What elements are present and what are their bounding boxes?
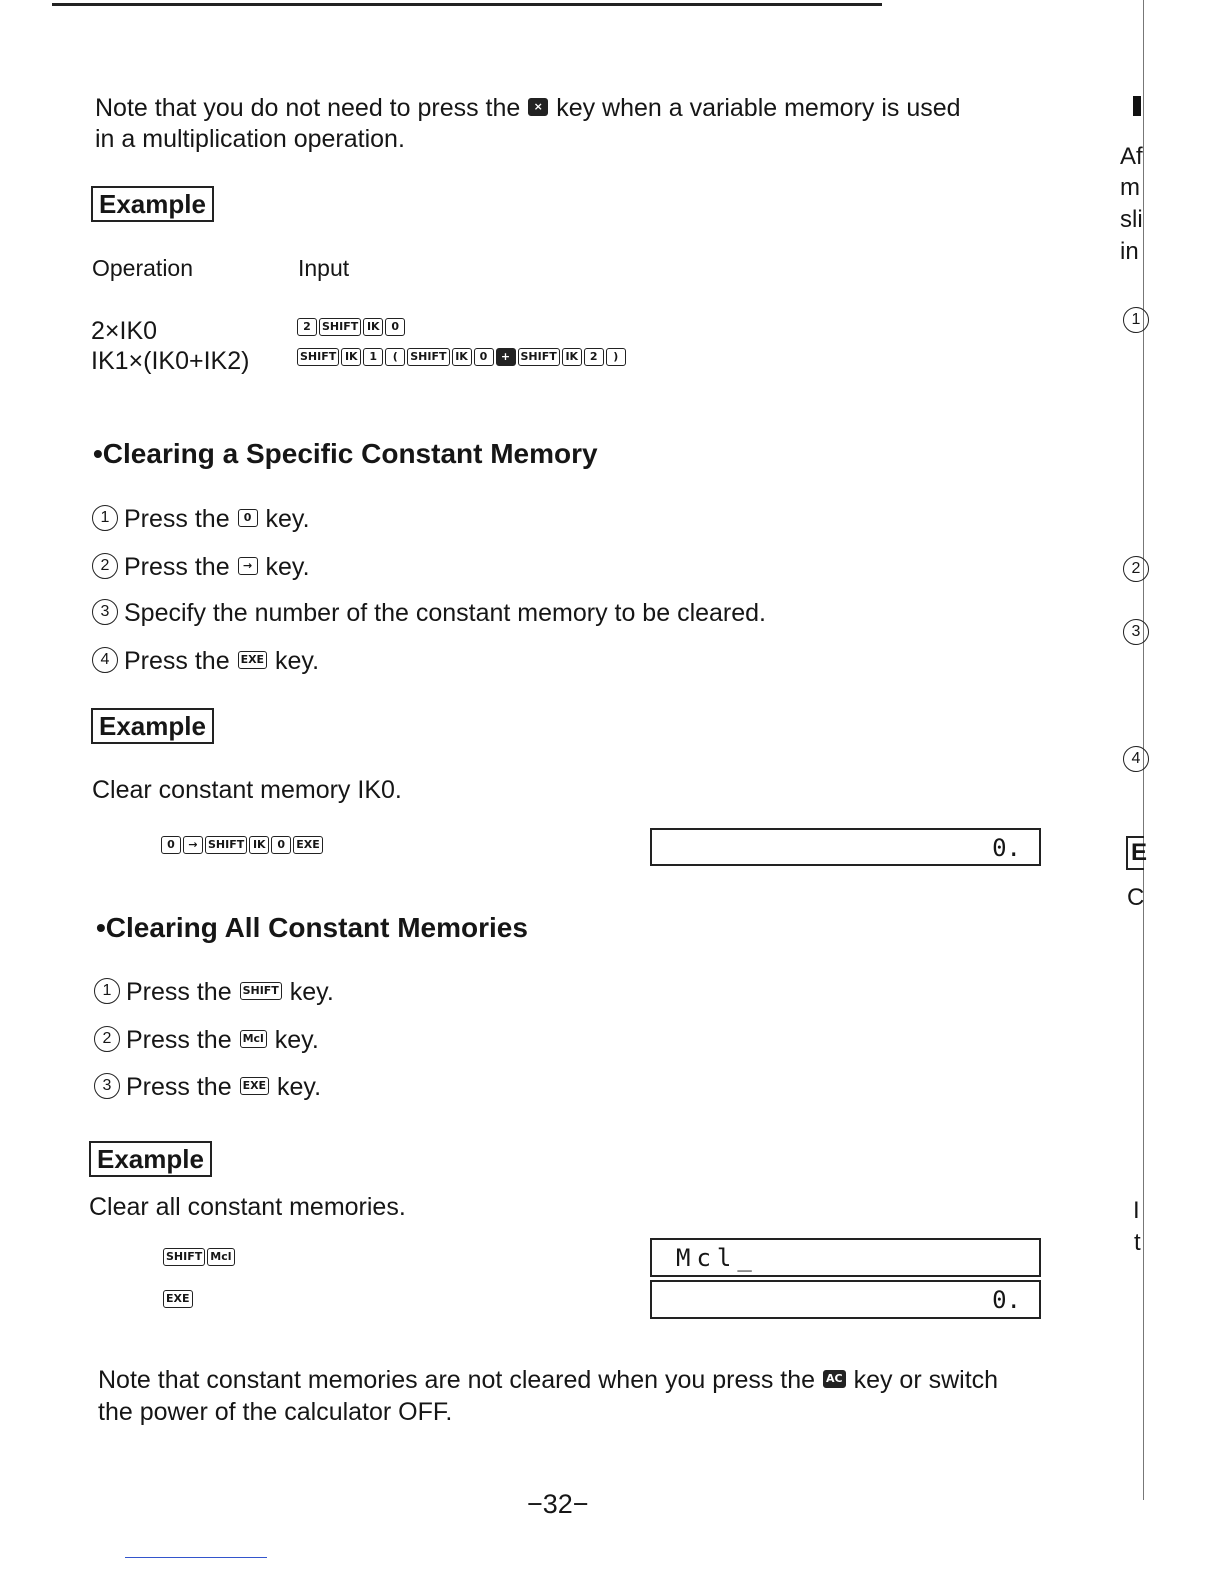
step-text: Press the [126,1026,232,1054]
note-text: Note that constant memories are not cleared when you press the [98,1366,816,1394]
step-text-after: key. [275,647,320,675]
key-plus: + [496,348,516,366]
step-number: 1 [94,978,120,1004]
step-number: 1 [92,505,118,531]
key-2: 2 [297,318,317,336]
key-ik: IK [452,348,472,366]
key-close-paren: ) [606,348,626,366]
key-shift: SHIFT [163,1248,205,1266]
key-0: 0 [474,348,494,366]
edge-fragment-e [1126,836,1148,870]
key-shift: SHIFT [319,318,361,336]
note-line-2: the power of the calculator OFF. [98,1398,453,1426]
note-line-1 [98,1365,998,1395]
intro-text: Note that you do not need to press the [95,94,521,122]
page-number: −32− [527,1489,589,1519]
key-exe: EXE [238,651,268,669]
example-keys [160,838,324,856]
step-specific-3 [92,598,766,628]
step-all-1 [94,977,334,1007]
section-title-all: •Clearing All Constant Memories [96,912,528,943]
key-shift: SHIFT [240,982,282,1000]
step-number: 2 [92,553,118,579]
edge-fragment-af: Af [1120,143,1143,170]
step-number: 2 [1123,556,1149,582]
key-arrow: → [238,557,258,575]
calculator-display-1 [650,1238,1041,1277]
key-shift: SHIFT [518,348,560,366]
example-keys-row-1 [162,1250,236,1268]
column-operation: Operation [92,255,194,281]
step-text: Press the [126,978,232,1006]
key-arrow: → [183,836,203,854]
step-number: 4 [92,647,118,673]
key-open-paren: ( [385,348,405,366]
edge-fragment-step-1 [1123,306,1144,336]
step-text-after: key. [274,1026,319,1054]
example-keys-row-2 [162,1292,194,1310]
step-number: 1 [1123,307,1149,333]
calculator-display-2 [650,1280,1041,1319]
multiply-key-icon: × [528,98,548,116]
ac-key-icon: AC [823,1370,846,1388]
step-number: 3 [92,599,118,625]
key-exe: EXE [293,836,323,854]
step-all-3 [94,1072,321,1102]
step-text-after: key. [265,553,310,581]
example-label: Example [91,708,214,744]
key-ik: IK [341,348,361,366]
key-shift: SHIFT [297,348,339,366]
edge-fragment-t: t [1134,1229,1141,1256]
example-label: Example [91,186,214,222]
intro-text-after: key when a variable memory is used [556,94,961,122]
step-specific-1 [92,504,310,534]
key-0: 0 [238,509,258,527]
key-0: 0 [161,836,181,854]
operation-row-1: 2×IK0 [91,317,158,345]
key-exe: EXE [240,1077,270,1095]
column-input: Input [298,255,350,281]
step-text: Press the [126,1073,232,1101]
operation-row-2: IK1×(IK0+IK2) [91,347,250,375]
intro-line-2: in a multiplication operation. [95,125,405,153]
step-text-after: key. [289,978,334,1006]
key-0: 0 [385,318,405,336]
edge-fragment-c: C [1127,884,1145,911]
input-keys-row-2 [296,350,627,368]
step-number: 2 [94,1026,120,1052]
step-text: Press the [124,553,230,581]
key-ik: IK [249,836,269,854]
edge-fragment-i: I [1133,1197,1140,1224]
step-text: Press the [124,647,230,675]
edge-fragment-step-2 [1123,555,1144,585]
step-text-after: key. [277,1073,322,1101]
key-0: 0 [271,836,291,854]
page-edge-marker [1133,96,1141,116]
input-keys-row-1 [296,320,406,338]
key-exe: EXE [163,1290,193,1308]
edge-fragment-in: in [1120,238,1139,265]
key-2: 2 [584,348,604,366]
edge-fragment-step-3 [1123,618,1144,648]
top-rule [52,3,882,6]
example-label: Example [89,1141,212,1177]
step-all-2 [94,1025,319,1055]
display-value: Mcl_ [676,1244,758,1272]
key-ik: IK [562,348,582,366]
step-text-after: key. [265,505,310,533]
step-number: 3 [1123,619,1149,645]
edge-fragment-m: m [1120,174,1140,201]
example-description: Clear all constant memories. [89,1193,406,1221]
key-mcl: Mcl [240,1030,267,1048]
step-text: Specify the number of the constant memory to be cleared. [124,599,767,627]
edge-fragment-sli: sli [1120,206,1143,233]
section-title-specific: •Clearing a Specific Constant Memory [93,438,598,469]
bottom-rule [125,1557,267,1558]
intro-line-1 [95,93,961,123]
step-specific-2 [92,552,310,582]
key-ik: IK [363,318,383,336]
note-text-after: key or switch [853,1366,999,1394]
key-mcl: Mcl [207,1248,234,1266]
edge-fragment-step-4 [1123,745,1144,775]
calculator-display [650,828,1041,866]
edge-fragment-e-text: E [1131,839,1148,866]
step-specific-4 [92,646,319,676]
key-shift: SHIFT [407,348,449,366]
step-number: 3 [94,1073,120,1099]
display-value: 0. [992,834,1021,862]
step-number: 4 [1123,746,1149,772]
display-value: 0. [992,1286,1021,1314]
step-text: Press the [124,505,230,533]
example-description: Clear constant memory IK0. [92,776,402,804]
key-shift: SHIFT [205,836,247,854]
key-1: 1 [363,348,383,366]
